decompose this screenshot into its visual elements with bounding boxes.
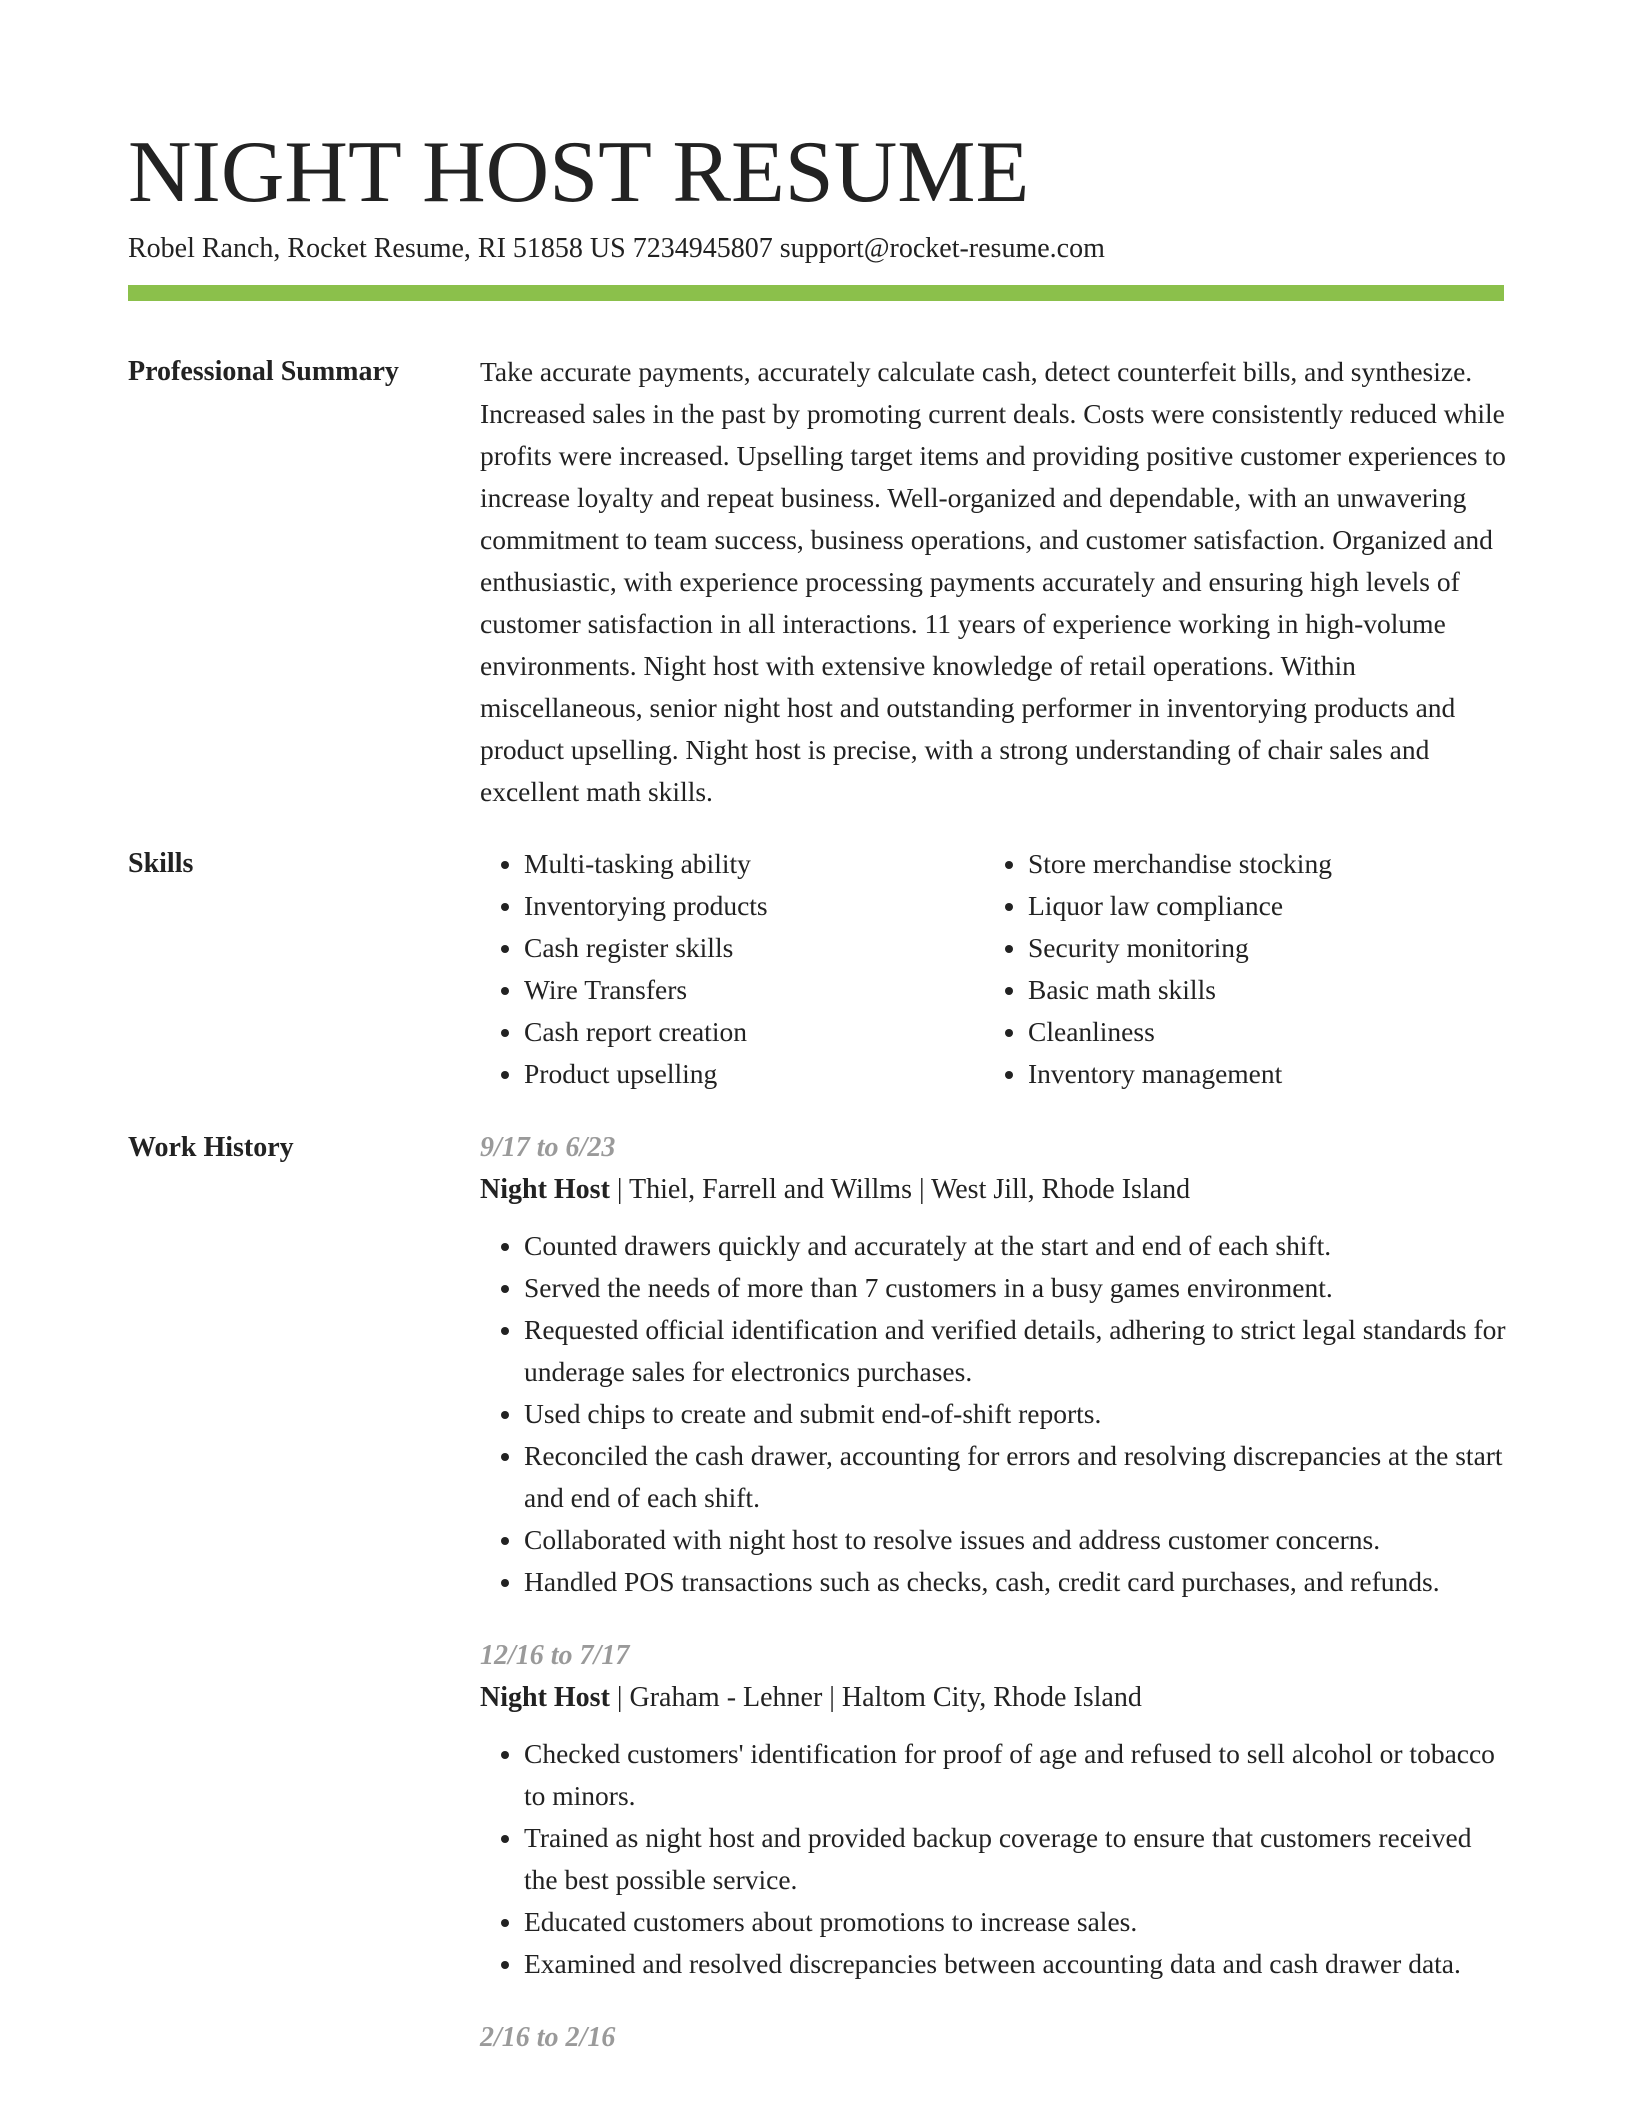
skill-item: • Store merchandise stocking (1028, 843, 1488, 885)
job-bullets (480, 1733, 1510, 1985)
job-bullet: • Requested official identification and verified details, adhering to strict legal standards for underage sales for electronics purchases. (524, 1309, 1510, 1393)
job-bullet: • Reconciled the cash drawer, accounting for errors and resolving discrepancies at the start and end of each shift. (524, 1435, 1510, 1519)
job-details: | Graham - Lehner | Haltom City, Rhode Island (609, 1682, 1142, 1713)
skill-item: • Security monitoring (1028, 927, 1488, 969)
job-bullet: • Trained as night host and provided backup coverage to ensure that customers received the best possible service. (524, 1817, 1510, 1901)
skill-item: • Cash register skills (524, 927, 984, 969)
skill-item: • Liquor law compliance (1028, 885, 1488, 927)
job-bullets (480, 1225, 1510, 1603)
skills-column-left (480, 843, 984, 1095)
job-dates: 9/17 to 6/23 (480, 1132, 616, 1163)
job-bullet: • Served the needs of more than 7 customers in a busy games environment. (524, 1267, 1510, 1309)
job-bullet: • Collaborated with night host to resolve issues and address customer concerns. (524, 1519, 1510, 1561)
job-bullet: • Educated customers about promotions to increase sales. (524, 1901, 1510, 1943)
skills-label: Skills (128, 848, 194, 879)
job-entry (480, 2017, 1510, 2059)
page-title: NIGHT HOST RESUME (128, 124, 1030, 221)
skills-body (480, 843, 1510, 1095)
skills-grid (480, 843, 1510, 1095)
job-title-line (480, 1677, 1510, 1719)
summary-label: Professional Summary (128, 356, 399, 387)
contact-line: Robel Ranch, Rocket Resume, RI 51858 US 7234945807 support@rocket-resume.com (128, 233, 1105, 264)
skill-item: • Inventory management (1028, 1053, 1488, 1095)
job-role: Night Host (480, 1682, 610, 1713)
skill-item: • Basic math skills (1028, 969, 1488, 1011)
work-history-label: Work History (128, 1132, 294, 1163)
job-dates: 2/16 to 2/16 (480, 2022, 616, 2053)
job-entry (480, 1635, 1510, 1985)
job-bullet: • Handled POS transactions such as checks, cash, credit card purchases, and refunds. (524, 1561, 1510, 1603)
job-bullet: • Checked customers' identification for proof of age and refused to sell alcohol or tobacco to minors. (524, 1733, 1510, 1817)
skills-column-right (984, 843, 1488, 1095)
job-details: | Thiel, Farrell and Willms | West Jill, Rhode Island (609, 1174, 1191, 1205)
job-bullet: • Counted drawers quickly and accurately at the start and end of each shift. (524, 1225, 1510, 1267)
skill-item: • Cash report creation (524, 1011, 984, 1053)
skill-item: • Cleanliness (1028, 1011, 1488, 1053)
job-title-line (480, 1169, 1510, 1211)
job-role: Night Host (480, 1174, 610, 1205)
summary-text: Take accurate payments, accurately calculate cash, detect counterfeit bills, and synthesize. Increased sales in the past by promoting current deals. Costs were consistently reduced while profits were increased. Upselling target items and providing positive customer experiences to increase loyalty and repeat business. Well-organized and dependable, with an unwavering commitment to team success, business operations, and customer satisfaction. Organized and enthusiastic, with experience processing payments accurately and ensuring high levels of customer satisfaction in all interactions. 11 years of experience working in high-volume environments. Night host with extensive knowledge of retail operations. Within miscellaneous, senior night host and outstanding performer in inventorying products and product upselling. Night host is precise, with a strong understanding of chair sales and excellent math skills. (480, 356, 1506, 807)
header-divider (128, 285, 1504, 301)
job-bullet: • Examined and resolved discrepancies between accounting data and cash drawer data. (524, 1943, 1510, 1985)
skill-item: • Multi-tasking ability (524, 843, 984, 885)
job-bullet: • Used chips to create and submit end-of-shift reports. (524, 1393, 1510, 1435)
work-history-body (480, 1127, 1510, 2059)
skill-item: • Inventorying products (524, 885, 984, 927)
job-dates: 12/16 to 7/17 (480, 1640, 630, 1671)
job-entry (480, 1127, 1510, 1603)
skill-item: • Product upselling (524, 1053, 984, 1095)
summary-body (480, 351, 1510, 813)
skill-item: • Wire Transfers (524, 969, 984, 1011)
